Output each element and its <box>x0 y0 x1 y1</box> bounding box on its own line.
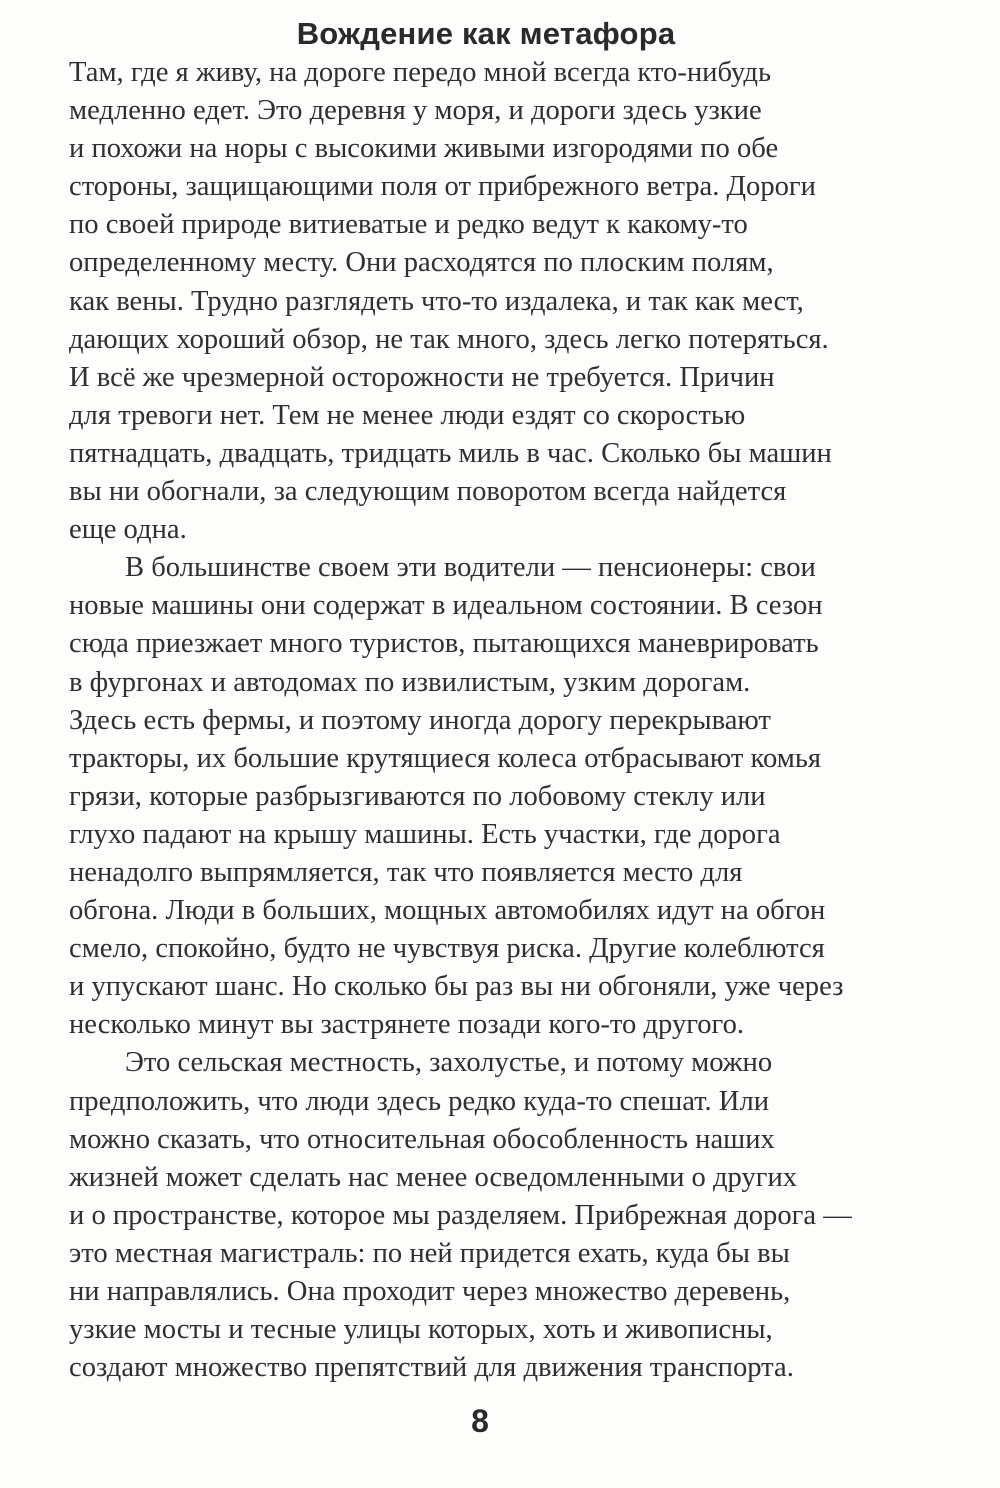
paragraph-1-line-13: еще одна. <box>69 514 187 546</box>
paragraph-1-line-2: медленно едет. Это деревня у моря, и дороги здесь узкие <box>69 95 762 127</box>
paragraph-3-line-2: предположить, что люди здесь редко куда-то спешат. Или <box>69 1085 770 1117</box>
paragraph-3-line-7: ни направлялись. Она проходит через множество деревень, <box>69 1276 791 1307</box>
paragraph-2-line-5: Здесь есть фермы, и поэтому иногда дорогу перекрывают <box>69 704 771 736</box>
paragraph-2-line-10: обгона. Люди в больших, мощных автомобилях идут на обгон <box>69 895 826 927</box>
paragraph-1-line-11: пятнадцать, двадцать, тридцать миль в час. Сколько бы машин <box>69 437 832 469</box>
paragraph-1-line-10: для тревоги нет. Тем не менее люди ездят со скоростью <box>69 399 746 431</box>
paragraph-1-line-12: вы ни обогнали, за следующим поворотом всегда найдется <box>69 476 787 508</box>
paragraph-3-line-4: жизней может сделать нас менее осведомленными о других <box>69 1161 798 1193</box>
body-text <box>69 54 889 1387</box>
paragraph-3-line-8: узкие мосты и тесные улицы которых, хоть и живописны, <box>69 1314 773 1346</box>
paragraph-2-line-12: и упускают шанс. Но сколько бы раз вы ни обгоняли, уже через <box>69 971 844 1003</box>
paragraph-1-line-7: как вены. Трудно разглядеть что-то издалека, и так как мест, <box>69 285 804 317</box>
paragraph-1-line-6: определенному месту. Они расходятся по плоским полям, <box>69 247 774 279</box>
paragraph-2-line-9: ненадолго выпрямляется, так что появляется место для <box>69 856 743 888</box>
paragraph-3-line-6: это местная магистраль: по ней придется ехать, куда бы вы <box>69 1237 790 1269</box>
paragraph-2-line-1: В большинстве своем эти водители — пенсионеры: свои <box>125 552 816 584</box>
paragraph-1-line-1: Там, где я живу, на дороге передо мной всегда кто-нибудь <box>69 57 772 88</box>
chapter-title: Вождение как метафора <box>296 16 676 51</box>
paragraph-1-line-5: по своей природе витиеватые и редко ведут к какому-то <box>69 209 748 241</box>
paragraph-3-line-1: Это сельская местность, захолустье, и потому можно <box>125 1047 773 1079</box>
page-number: 8 <box>471 1403 489 1439</box>
paragraph-2-line-8: глухо падают на крышу машины. Есть участки, где дорога <box>69 818 781 850</box>
paragraph-2-line-4: в фургонах и автодомах по извилистым, узким дорогам. <box>69 666 751 698</box>
paragraph-2-line-13: несколько минут вы застрянете позади кого-то другого. <box>69 1009 745 1041</box>
paragraph-1-line-8: дающих хороший обзор, не так много, здесь легко потеряться. <box>69 323 829 355</box>
paragraph-3-line-5: и о пространстве, которое мы разделяем. Прибрежная дорога — <box>69 1199 852 1231</box>
paragraph-1-line-3: и похожи на норы с высокими живыми изгородями по обе <box>69 133 779 165</box>
paragraph-3-line-3: можно сказать, что относительная обособленность наших <box>69 1123 775 1155</box>
paragraph-1-line-4: стороны, защищающими поля от прибрежного ветра. Дороги <box>69 171 816 203</box>
paragraph-2-line-6: тракторы, их большие крутящиеся колеса отбрасывают комья <box>69 742 822 774</box>
paragraph-2-line-2: новые машины они содержат в идеальном состоянии. В сезон <box>69 590 823 622</box>
paragraph-2-line-7: грязи, которые разбрызгиваются по лобовому стеклу или <box>69 780 766 812</box>
paragraph-3-line-9: создают множество препятствий для движения транспорта. <box>69 1352 794 1384</box>
paragraph-2-line-11: смело, спокойно, будто не чувствуя риска. Другие колеблются <box>69 933 825 965</box>
paragraph-1-line-9: И всё же чрезмерной осторожности не требуется. Причин <box>69 361 775 393</box>
paragraph-2-line-3: сюда приезжает много туристов, пытающихся маневрировать <box>69 628 819 660</box>
